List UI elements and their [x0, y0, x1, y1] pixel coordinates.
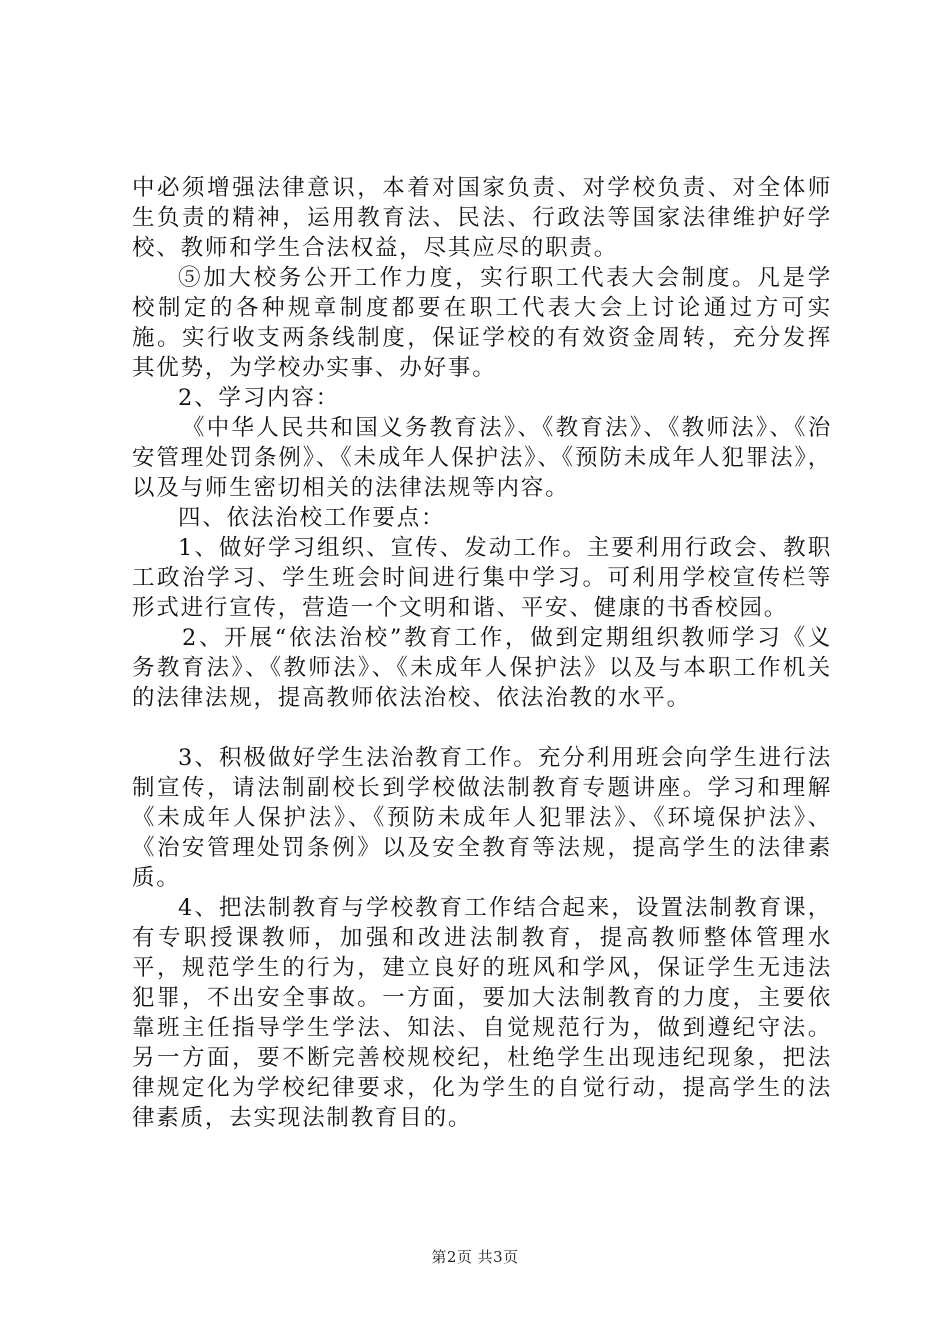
paragraph-point-4: 4、把法制教育与学校教育工作结合起来，设置法制教育课，有专职授课教师，加强和改进法制教育，提高教师整体管理水平，规范学生的行为，建立良好的班风和学风，保证学生无违法犯罪，不出安全事故。一方面，要加大法制教育的力度，主要依靠班主任指导学生学法、知法、自觉规范行为，做到遵纪守法。另一方面，要不断完善校规校纪，杜绝学生出现违纪现象，把法律规定化为学校纪律要求，化为学生的自觉行动，提高学生的法律素质，去实现法制教育目的。 — [132, 895, 832, 1131]
paragraph-continuation: 中必须增强法律意识，本着对国家负责、对学校负责、对全体师生负责的精神，运用教育法、民法、行政法等国家法律维护好学校、教师和学生合法权益，尽其应尽的职责。 — [132, 175, 832, 261]
paragraph-point-2: 2、开展“依法治校”教育工作，做到定期组织教师学习《义务教育法》、《教师法》、《未成年人保护法》以及与本职工作机关的法律法规，提高教师依法治校、依法治教的水平。 — [132, 625, 832, 711]
paragraph-item-5: ⑤加大校务公开工作力度，实行职工代表大会制度。凡是学校制定的各种规章制度都要在职工代表大会上讨论通过方可实施。实行收支两条线制度，保证学校的有效资金周转，充分发挥其优势，为学校办实事、办好事。 — [132, 265, 832, 381]
paragraph-point-3: 3、积极做好学生法治教育工作。充分利用班会向学生进行法制宣传，请法制副校长到学校做法制教育专题讲座。学习和理解《未成年人保护法》、《预防未成年人犯罪法》、《环境保护法》、《治安管理处罚条例》以及安全教育等法规，提高学生的法律素质。 — [132, 745, 832, 891]
paragraph-point-1: 1、做好学习组织、宣传、发动工作。主要利用行政会、教职工政治学习、学生班会时间进行集中学习。可利用学校宣传栏等形式进行宣传，营造一个文明和谐、平安、健康的书香校园。 — [132, 535, 832, 621]
paragraph-law-list: 《中华人民共和国义务教育法》、《教育法》、《教师法》、《治安管理处罚条例》、《未成年人保护法》、《预防未成年人犯罪法》，以及与师生密切相关的法律法规等内容。 — [132, 415, 832, 501]
paragraph-gap — [132, 713, 832, 743]
heading-study-content: 2、学习内容： — [178, 385, 340, 411]
heading-key-points: 四、依法治校工作要点： — [178, 505, 446, 531]
document-body — [132, 173, 832, 1133]
page-footer: 第2页 共3页 — [431, 1248, 519, 1266]
